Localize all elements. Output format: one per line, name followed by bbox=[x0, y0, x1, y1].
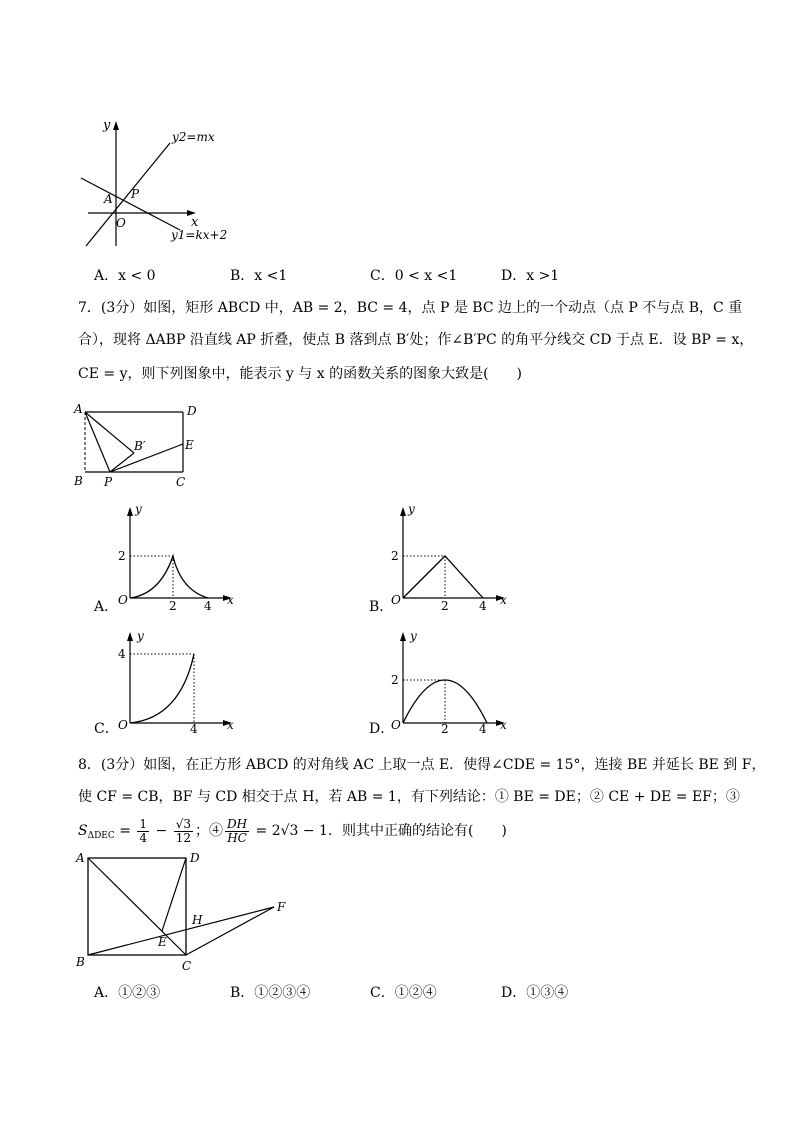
q7a-x-label: x bbox=[227, 593, 234, 607]
q7c-y-label: y bbox=[137, 629, 144, 643]
fig6-point-a: A bbox=[104, 192, 113, 206]
q7b-xtick-2: 4 bbox=[479, 599, 487, 613]
q7-fig-label-p: P bbox=[104, 475, 113, 489]
q7a-y-label: y bbox=[135, 502, 142, 516]
q8-text-line-2: 使 CF = CB，BF 与 CD 相交于点 H，若 AB = 1，有下列结论：① BE = DE；② CE + DE = EF；③ bbox=[78, 789, 740, 805]
q7-fig-label-bprime: B′ bbox=[134, 439, 146, 453]
fig6-line1-label: y1=kx+2 bbox=[171, 228, 228, 242]
q8-equals: = bbox=[114, 823, 136, 839]
q6-option-d[interactable]: D．x >1 bbox=[501, 268, 560, 284]
q8-fig-label-c: C bbox=[182, 959, 192, 973]
q8-fig-label-d: D bbox=[190, 851, 200, 865]
q7-option-c[interactable]: C． bbox=[94, 721, 119, 737]
q7-fig-label-b: B bbox=[74, 474, 83, 488]
q6-option-c[interactable]: C．0 < x <1 bbox=[370, 268, 458, 284]
fig6-y-label: y bbox=[103, 118, 111, 133]
q7-text-line-3: CE = y，则下列图象中，能表示 y 与 x 的函数关系的图象大致是( ) bbox=[78, 366, 522, 382]
q8-text-line-1: 8．(3分）如图，在正方形 ABCD 的对角线 AC 上取一点 E．使得∠CDE = 15°，连接 BE 并延长 BE 到 F， bbox=[78, 757, 766, 773]
q7d-y-label: y bbox=[410, 629, 417, 643]
q8-fig-label-h: H bbox=[192, 913, 203, 927]
q6-figure bbox=[70, 115, 250, 255]
q8-frac2-den: 12 bbox=[175, 830, 191, 845]
q7-rectangle-figure bbox=[70, 398, 210, 490]
q8-fraction-3 bbox=[225, 818, 249, 845]
q8-option-d[interactable]: D．①③④ bbox=[501, 985, 569, 1001]
q7a-origin: O bbox=[118, 593, 128, 607]
q7b-ytick: 2 bbox=[391, 549, 399, 563]
q7-fig-label-c: C bbox=[176, 475, 186, 489]
q7-fig-label-a: A bbox=[74, 402, 83, 416]
q8-fig-label-a: A bbox=[76, 851, 85, 865]
q8-square-figure bbox=[70, 848, 300, 976]
q7c-xtick-1: 4 bbox=[190, 722, 198, 736]
q8-area-symbol: S bbox=[78, 823, 88, 839]
q7b-xtick-1: 2 bbox=[441, 599, 449, 613]
q8-text-line-3 bbox=[78, 814, 507, 848]
q7b-y-label: y bbox=[408, 502, 415, 516]
q7-option-d[interactable]: D． bbox=[369, 721, 395, 737]
q8-minus: − bbox=[151, 823, 172, 839]
q8-line3-mid: ；④ bbox=[194, 823, 223, 839]
q8-fig-label-f: F bbox=[277, 900, 286, 914]
q8-frac3-num: DH bbox=[226, 816, 248, 831]
q8-fraction-1 bbox=[137, 818, 149, 845]
q7-text-line-1: 7．(3分）如图，矩形 ABCD 中，AB = 2，BC = 4，点 P 是 BC 边上的一个动点（点 P 不与点 B，C 重 bbox=[78, 300, 743, 316]
q7-fig-label-d: D bbox=[187, 404, 197, 418]
q7a-xtick-1: 2 bbox=[169, 599, 177, 613]
q6-option-b[interactable]: B．x <1 bbox=[230, 268, 288, 284]
q8-frac1-den: 4 bbox=[139, 830, 148, 845]
q7a-ytick: 2 bbox=[118, 549, 126, 563]
fig6-line2-label: y2=mx bbox=[172, 130, 215, 144]
q7d-origin: O bbox=[391, 718, 401, 732]
q8-line3-end: = 2√3 − 1．则其中正确的结论有( ) bbox=[251, 823, 507, 839]
q6-option-a[interactable]: A．x < 0 bbox=[94, 268, 156, 284]
q7a-xtick-2: 4 bbox=[204, 599, 212, 613]
q8-frac2-num: √3 bbox=[175, 816, 191, 831]
q7c-ytick: 4 bbox=[118, 647, 126, 661]
q7-option-a[interactable]: A． bbox=[94, 599, 119, 615]
fig6-origin: O bbox=[116, 216, 126, 230]
q8-fig-label-e: E bbox=[158, 935, 167, 949]
q7-text-line-2: 合），现将 ΔABP 沿直线 AP 折叠，使点 B 落到点 B′处；作∠B′PC 的角平分线交 CD 于点 E．设 BP = x， bbox=[78, 332, 754, 348]
q8-area-subscript: ΔDEC bbox=[87, 831, 115, 841]
q7-graph-b bbox=[370, 500, 530, 625]
q8-fraction-2 bbox=[174, 818, 193, 845]
q8-fig-label-b: B bbox=[76, 955, 85, 969]
q7-fig-label-e: E bbox=[185, 438, 194, 452]
fig6-x-label: x bbox=[191, 215, 199, 230]
q7-option-b[interactable]: B． bbox=[369, 599, 394, 615]
q7d-x-label: x bbox=[500, 718, 507, 732]
q7d-ytick: 2 bbox=[391, 673, 399, 687]
q8-frac3-den: HC bbox=[227, 830, 247, 845]
q8-option-b[interactable]: B．①②③④ bbox=[230, 985, 311, 1001]
q8-option-c[interactable]: C．①②④ bbox=[370, 985, 437, 1001]
q7d-xtick-2: 4 bbox=[479, 722, 487, 736]
q7c-x-label: x bbox=[227, 718, 234, 732]
q7b-x-label: x bbox=[500, 593, 507, 607]
q8-option-a[interactable]: A．①②③ bbox=[94, 985, 161, 1001]
q7c-origin: O bbox=[118, 718, 128, 732]
q8-frac1-num: 1 bbox=[139, 816, 148, 831]
q7d-xtick-1: 2 bbox=[441, 722, 449, 736]
fig6-point-p: P bbox=[131, 187, 140, 201]
q7b-origin: O bbox=[391, 593, 401, 607]
